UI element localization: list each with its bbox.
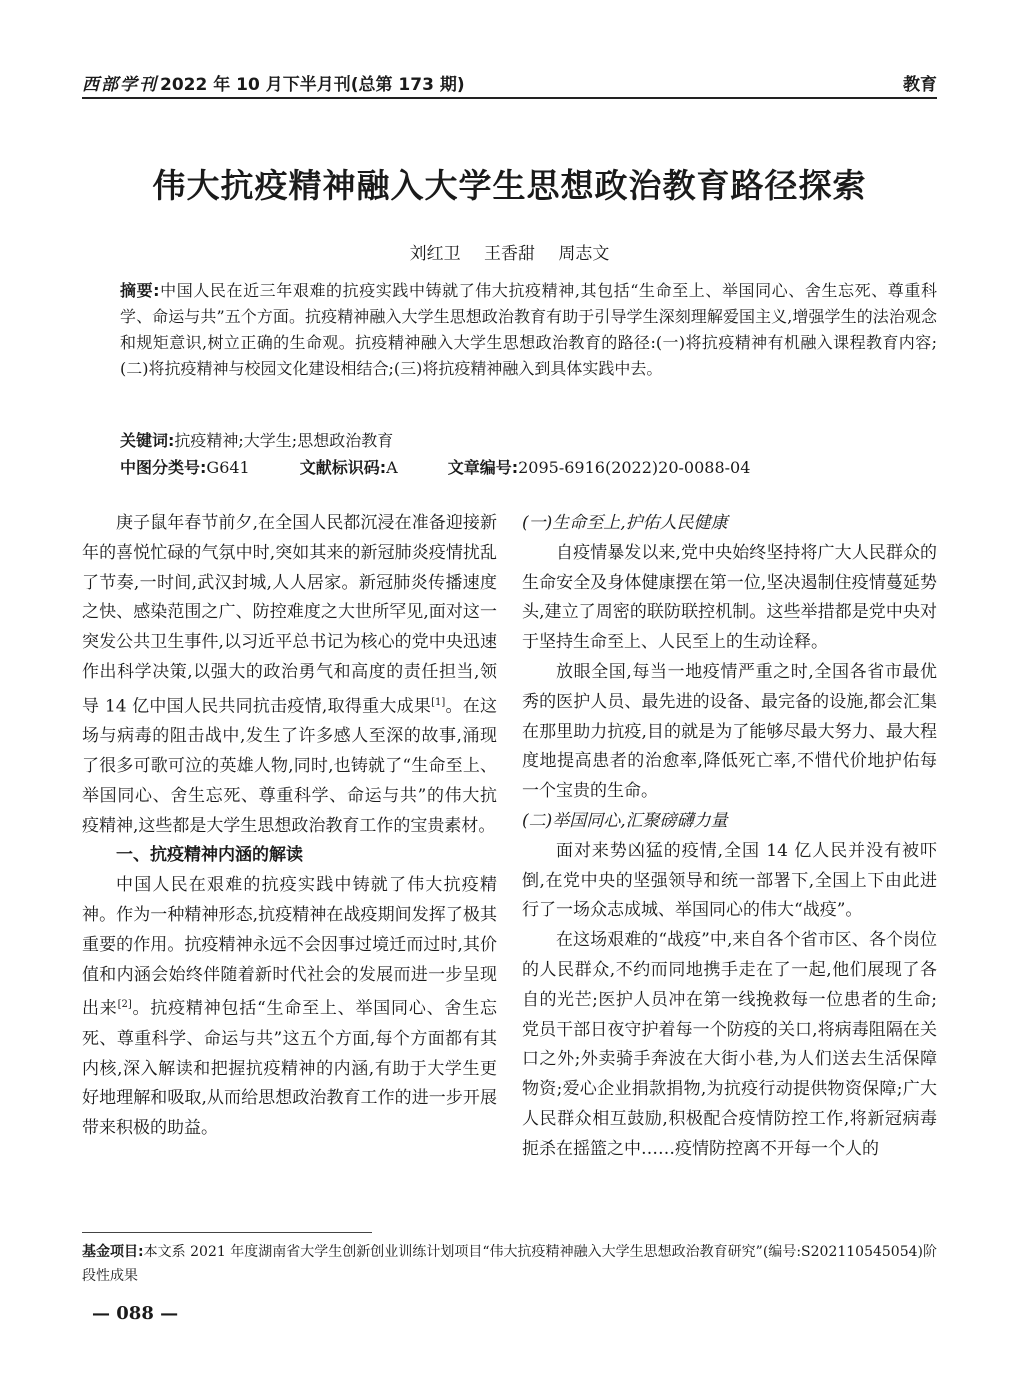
keywords	[120, 428, 937, 451]
funding-text: 本文系 2021 年度湖南省大学生创新创业训练计划项目“伟大抗疫精神融入大学生思想政治教育研究”(编号:S202110545054)阶段性成果	[82, 1244, 937, 1284]
paragraph-text: 。抗疫精神包括“生命至上、举国同心、舍生忘死、尊重科学、命运与共”这五个方面,每个方面都有其内核,深入解读和把握抗疫精神的内涵,有助于大学生更好地理解和吸取,从而给思想政治教育工作的进一步开展带来积极的助益。	[82, 999, 497, 1139]
page-number: — 088 —	[92, 1303, 179, 1324]
doc-code-value: A	[386, 458, 398, 477]
paragraph-text: 中国人民在艰难的抗疫实践中铸就了伟大抗疫精神。作为一种精神形态,抗疫精神在战疫期间发挥了极其重要的作用。抗疫精神永远不会因事过境迁而过时,其价值和内涵会始终伴随着新时代社会的发展而进一步呈现出来	[82, 875, 497, 1020]
paragraph	[82, 871, 497, 1144]
abstract-text: 中国人民在近三年艰难的抗疫实践中铸就了伟大抗疫精神,其包括“生命至上、举国同心、舍生忘死、尊重科学、命运与共”五个方面。抗疫精神融入大学生思想政治教育有助于引导学生深刻理解爱国主义,增强学生的法治观念和规矩意识,树立正确的生命观。抗疫精神融入大学生思想政治教育的路径:(一)将抗疫精神有机融入课程教育内容;(二)将抗疫精神与校园文化建设相结合;(三)将抗疫精神融入到具体实践中去。	[120, 281, 937, 378]
section-heading: 一、抗疫精神内涵的解读	[116, 845, 303, 866]
section-name: 教育	[903, 75, 937, 95]
paragraph: 放眼全国,每当一地疫情严重之时,全国各省市最优秀的医护人员、最先进的设备、最完备的设施,都会汇集在那里助力抗疫,目的就是为了能够尽最大努力、最大程度地提高患者的治愈率,降低死亡率,不惜代价地护佑每一个宝贵的生命。	[522, 661, 937, 802]
doc-code-label: 文献标识码:	[299, 458, 387, 477]
paragraph-text: 庚子鼠年春节前夕,在全国人民都沉浸在准备迎接新年的喜悦忙碌的气氛中时,突如其来的新冠肺炎疫情扰乱了节奏,一时间,武汉封城,人人居家。新冠肺炎传播速度之快、感染范围之广、防控难度之大世所罕见,面对这一突发公共卫生事件,以习近平总书记为核心的党中央迅速作出科学决策,以强大的政治勇气和高度的责任担当,领导 14 亿中国人民共同抗击疫情,取得重大成果	[82, 513, 497, 717]
right-column	[522, 509, 937, 1165]
paragraph	[82, 509, 497, 841]
keywords-text: 抗疫精神;大学生;思想政治教育	[174, 431, 394, 450]
paragraph: 在这场艰难的“战疫”中,来自各个省市区、各个岗位的人民群众,不约而同地携手走在了一起,他们展现了各自的光芒;医护人员冲在第一线挽救每一位患者的生命;党员干部日夜守护着每一个防疫的关口,将病毒阻隔在关口之外;外卖骑手奔波在大街小巷,为人们送去生活保障物资;爱心企业捐款捐物,为抗疫行动提供物资保障;广大人民群众相互鼓励,积极配合疫情防控工作,将新冠病毒扼杀在摇篮之中……疫情防控离不开每一个人的	[522, 930, 937, 1159]
funding-label: 基金项目:	[82, 1244, 144, 1260]
journal-issue: 2022 年 10 月下半月刊(总第 173 期)	[160, 75, 465, 95]
header-rule	[82, 97, 937, 99]
article-title: 伟大抗疫精神融入大学生思想政治教育路径探索	[152, 166, 867, 205]
article-number-value: 2095-6916(2022)20-0088-04	[518, 458, 751, 477]
running-header	[82, 70, 937, 98]
paragraph: 自疫情暴发以来,党中央始终坚持将广大人民群众的生命安全及身体健康摆在第一位,坚决遏制住疫情蔓延势头,建立了周密的联防联控机制。这些举措都是党中央对于坚持生命至上、人民至上的生动诠释。	[522, 542, 937, 653]
clc-value: G641	[206, 458, 250, 477]
journal-info	[82, 70, 465, 95]
subsection-heading: (二)举国同心,汇聚磅礴力量	[522, 810, 728, 831]
clc-label: 中图分类号:	[120, 458, 207, 477]
keywords-label: 关键词:	[120, 431, 175, 450]
citation: [1]	[431, 696, 446, 708]
subsection-heading: (一)生命至上,护佑人民健康	[522, 513, 728, 533]
abstract	[82, 278, 937, 382]
citation: [2]	[117, 999, 132, 1011]
left-column	[82, 509, 497, 1144]
abstract-label: 摘要:	[120, 281, 160, 300]
article-number-label: 文章编号:	[447, 458, 519, 477]
authors: 刘红卫 王香甜 周志文	[409, 244, 610, 264]
paragraph-text: 。在这场与病毒的阻击战中,发生了许多感人至深的故事,涌现了很多可歌可泣的英雄人物,同时,也铸就了“生命至上、举国同心、舍生忘死、尊重科学、命运与共”的伟大抗疫精神,这些都是大学生思想政治教育工作的宝贵素材。	[82, 696, 498, 836]
footnote-rule	[82, 1232, 372, 1233]
journal-logo: 西部学刊	[82, 75, 158, 95]
funding-footnote	[82, 1240, 937, 1288]
classification-line	[120, 455, 937, 478]
paragraph: 面对来势凶猛的疫情,全国 14 亿人民并没有被吓倒,在党中央的坚强领导和统一部署下,全国上下由此进行了一场众志成城、举国同心的伟大“战疫”。	[522, 840, 937, 921]
